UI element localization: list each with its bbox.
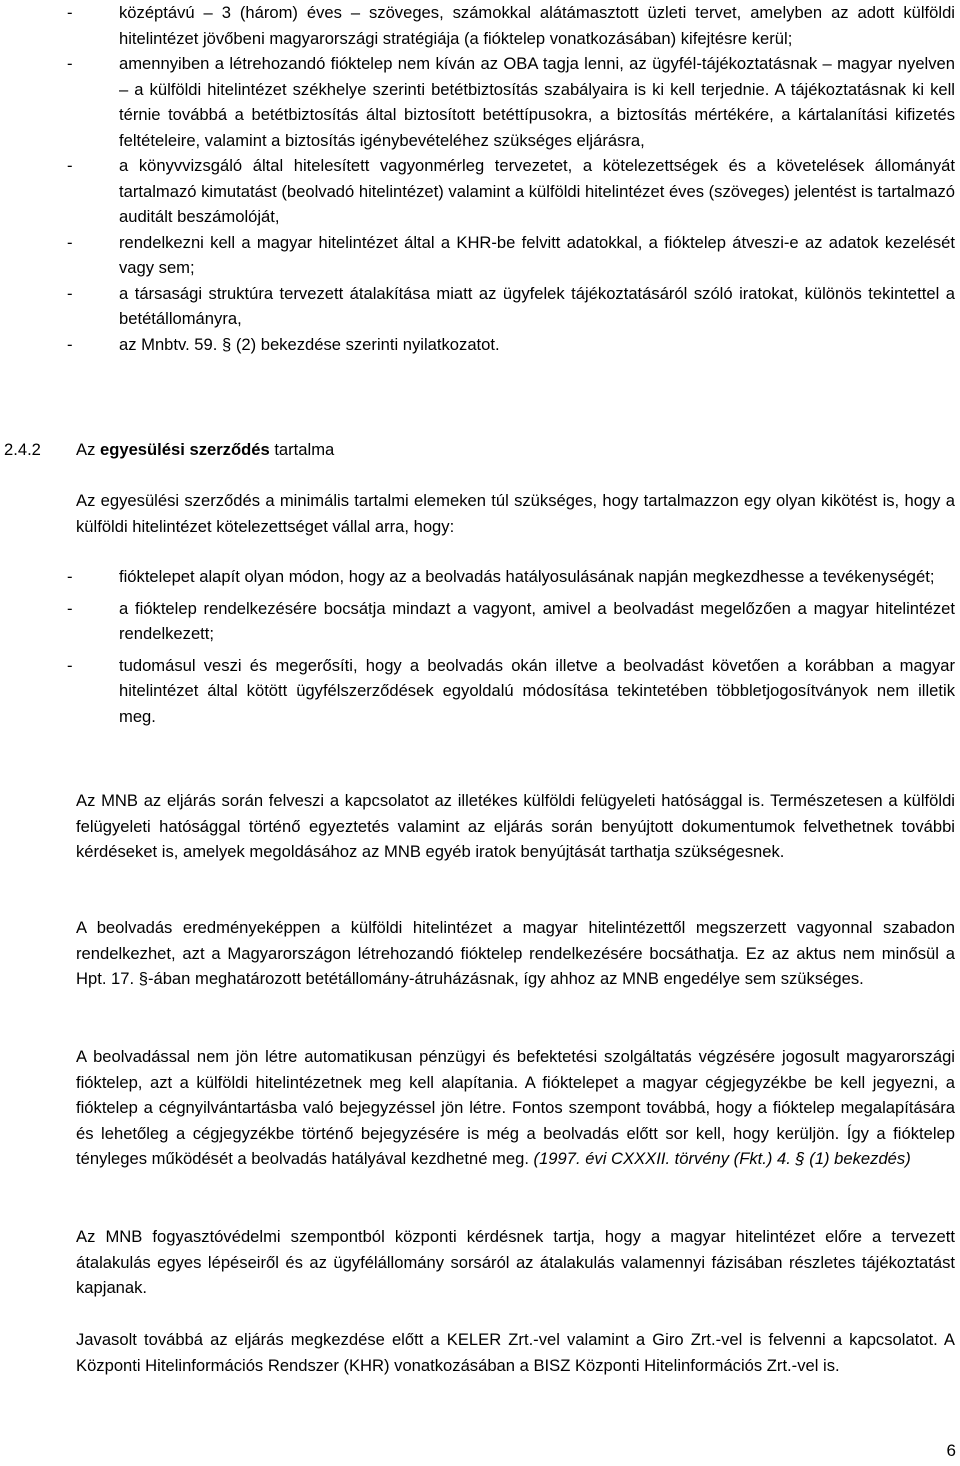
list-item-text: amennyiben a létrehozandó fióktelep nem kíván az OBA tagja lenni, az ügyfél-tájékoztatásnak – magyar nyelven – a külföldi hitelintézet székhelye szerinti betétbiztosítás szabályaira is ki kell terjednie. A tájékoztatásnak ki kell térnie továbbá a betétbiztosítás által biztosított betéttípusokra, a biztosítás mértékére, a kártalanítási kifizetés feltételeire, valamint a biztosítás igénybevételéhez szükséges eljárásra, xyxy=(119,54,955,150)
list-dash: - xyxy=(67,156,73,175)
paragraph-consumer-protection xyxy=(76,1224,955,1301)
section-number: 2.4.2 xyxy=(4,440,41,459)
paragraph-branch-founding xyxy=(76,1044,955,1172)
list-dash: - xyxy=(67,334,73,354)
paragraph-text: A beolvadás eredményeképpen a külföldi hitelintézet a magyar hitelintézettől megszerzett vagyonnal szabadon rendelkezhet, azt a Magyarországon létrehozandó fióktelep rendelkezésére bocsáthatja. Ez az aktus nem minősül a Hpt. 17. §-ában meghatározott betétállomány-átruházásnak, így ahhoz az MNB engedélye sem szükséges. xyxy=(76,918,955,988)
list-item-text: az Mnbtv. 59. § (2) bekezdése szerinti nyilatkozatot. xyxy=(119,334,500,354)
list-dash: - xyxy=(67,232,73,252)
contract-list xyxy=(67,564,955,729)
list-item-text: fióktelepet alapít olyan módon, hogy az a beolvadás hatályosulásának napján megkezdhesse a tevékenységét; xyxy=(119,567,935,586)
paragraph-mnb-procedure xyxy=(76,788,955,865)
list-item xyxy=(67,332,955,358)
list-item xyxy=(67,153,955,230)
list-item-text: a fióktelep rendelkezésére bocsátja mindazt a vagyont, amivel a beolvadást megelőzően a magyar hitelintézet rendelkezett; xyxy=(119,598,955,643)
list-item xyxy=(67,51,955,153)
paragraph-text: Az MNB fogyasztóvédelmi szempontból központi kérdésnek tartja, hogy a magyar hitelintézet előre a tervezett átalakulás egyes lépéseiről és az ügyfélállomány sorsáról az átalakulás valamennyi fázisában részletes tájékoztatást kapjanak. xyxy=(76,1227,955,1297)
list-dash: - xyxy=(67,283,73,303)
list-item xyxy=(67,653,955,730)
list-item xyxy=(67,596,955,647)
section-title xyxy=(76,437,334,463)
paragraph-main-text: A beolvadással nem jön létre automatikusan pénzügyi és befektetési szolgáltatás végzésére jogosult magyarországi fióktelep, azt a külföldi hitelintézetnek meg kell alapítania. A fióktelepet a magyar cégjegyzékbe be kell jegyezni, a fióktelep a cégnyilvántartásba való bejegyzéssel jön létre. Fontos szempont továbbá, hogy a fióktelep megalapítására és lehetőleg a cégjegyzékbe történő bejegyzésére is még a beolvadás előtt sor kell, hogy kerüljön. Így a fióktelep tényleges működését a beolvadás hatályával kezdhetné meg. xyxy=(76,1047,955,1168)
list-dash: - xyxy=(67,567,73,586)
paragraph-text: Javasolt továbbá az eljárás megkezdése előtt a KELER Zrt.-vel valamint a Giro Zrt.-vel is felvenni a kapcsolatot. A Központi Hitelinformációs Rendszer (KHR) vonatkozásában a BISZ Központi Hitelinformációs Zrt.-vel is. xyxy=(76,1330,955,1375)
intro-paragraph xyxy=(76,488,955,539)
list-item-text: a társasági struktúra tervezett átalakítása miatt az ügyfelek tájékoztatásáról szóló iratokat, különös tekintettel a betétállományra, xyxy=(119,283,955,328)
paragraph-recommendation xyxy=(76,1327,955,1378)
paragraph-merger-result xyxy=(76,915,955,992)
list-item xyxy=(67,0,955,51)
list-item-text: rendelkezni kell a magyar hitelintézet által a KHR-be felvitt adatokkal, a fióktelep átveszi-e az adatok kezelését vagy sem; xyxy=(119,232,955,277)
paragraph-text: Az MNB az eljárás során felveszi a kapcsolatot az illetékes külföldi felügyeleti hatósággal is. Természetesen a külföldi felügyeleti hatósággal történő egyeztetés valamint az eljárás során benyújtott dokumentumok felvethetnek további kérdéseket is, amelyek megoldásához az MNB egyéb iratok benyújtását tarthatja szükségesnek. xyxy=(76,791,955,861)
section-title-pre: Az xyxy=(76,440,100,459)
list-dash: - xyxy=(67,3,73,22)
list-dash: - xyxy=(67,598,73,618)
intro-text: Az egyesülési szerződés a minimális tartalmi elemeken túl szükséges, hogy tartalmazzon egy olyan kikötést is, hogy a külföldi hitelintézet kötelezettséget vállal arra, hogy: xyxy=(76,491,955,536)
list-item-text: a könyvvizsgáló által hitelesített vagyonmérleg tervezetet, a kötelezettségek és a követelések állományát tartalmazó kimutatást (beolvadó hitelintézet) valamint a külföldi hitelintézet éves (szöveges) jelentést is tartalmazó auditált beszámolóját, xyxy=(119,156,955,226)
list-item xyxy=(67,230,955,281)
list-item-text: tudomásul veszi és megerősíti, hogy a beolvadás okán illetve a beolvadást követően a korábban a magyar hitelintézet által kötött ügyfélszerződések egyoldalú módosítása tekintetében többletjogosítványok nem illetik meg. xyxy=(119,655,955,726)
law-reference: (1997. évi CXXXII. törvény (Fkt.) 4. § (1) bekezdés) xyxy=(533,1149,911,1168)
list-item xyxy=(67,564,955,590)
requirements-list xyxy=(67,0,955,357)
page-number: 6 xyxy=(946,1441,956,1460)
section-title-post: tartalma xyxy=(269,440,335,459)
list-dash: - xyxy=(67,655,73,675)
list-dash: - xyxy=(67,54,73,73)
paragraph-text xyxy=(76,1044,955,1172)
list-item xyxy=(67,281,955,332)
list-item-text: középtávú – 3 (három) éves – szöveges, számokkal alátámasztott üzleti tervet, amelyben az adott külföldi hitelintézet jövőbeni magyarországi stratégiája (a fióktelep vonatkozásában) kifejtésre kerül; xyxy=(119,3,955,48)
section-title-bold: egyesülési szerződés xyxy=(99,440,270,459)
